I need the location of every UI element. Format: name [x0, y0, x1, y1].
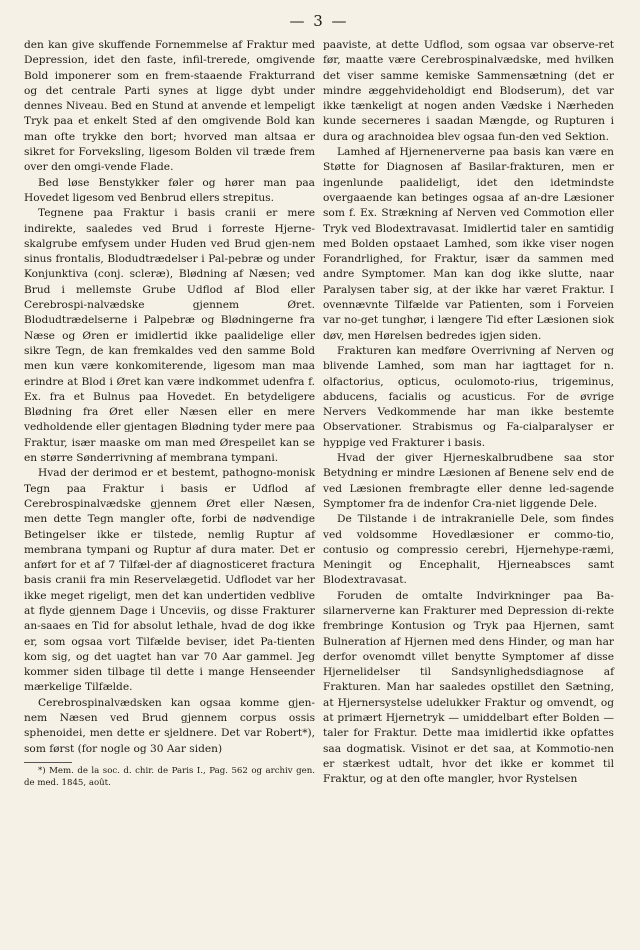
paragraph: Lamhed af Hjernenerverne paa basis kan være en Støtte for Diagnosen af Basilar-frakturen, men er ingenlunde paalideligt, idet den idetmindste overgaaende kan betinges ogsaa af an-dre Læsioner som f. Ex. Strækning af Nerven ved Commotion eller Tryk ved Blodextravasat. Imidlertid taler en samtidig med Bolden opstaaet Lamhed, som ikke viser nogen Forandrlighed, for Fraktur, især da sammen med andre Symptomer. Man kan dog ikke slutte, naar Paralysen taber sig, at der ikke har været Fraktur. I ovennævnte Tilfælde var Patienten, som i Forveien var no-get tunghør, i længere Tid efter Læsionen siok døv, men Hørelsen bedredes igjen siden. — [323, 146, 614, 342]
paragraph: den kan give skuffende Fornemmelse af Fraktur med Depression, idet den faste, infil-trerede, omgivende Bold imponerer som en frem-staaende Frakturrand og det centrale Parti synes at ligge dybt under dennes Niveau. Bed en Stund at anvende et lempeligt Tryk paa et enkelt Sted af den omgivende Bold kan man ofte trykke den bort; hvorved man altsaa er sikret for Forveksling, ligesom Bolden vil træde frem over den omgi-vende Flade. — [24, 39, 315, 174]
page-number: — 3 — — [289, 12, 349, 30]
footnote: *) Mem. de la soc. d. chir. de Paris I., Pag. 562 og archiv gen. de med. 1845, août. — [24, 765, 315, 788]
paragraph: paaviste, at dette Udflod, som ogsaa var observe-ret før, maatte være Cerebrospinalvædske, med hvilken det viser samme kemiske Sammensætning (det er mindre æggehvideholdigt end Blodserum), det var ikke tænkeligt at nogen anden Vædske i Nærheden kunde secerneres i saadan Mængde, og Rupturen i dura og arachnoidea blev ogsaa fun-den ved Sektion. — [323, 39, 614, 143]
paragraph: De Tilstande i de intrakranielle Dele, som findes ved voldsomme Hovedlæsioner er commo-tio, contusio og compressio cerebri, Hjernehype-ræmi, Meningit og Encephalit, Hjerneabsces samt Blodextravasat. — [323, 513, 614, 587]
footnote-rule — [24, 762, 72, 763]
left-column — [24, 38, 315, 789]
paragraph: Bed løse Benstykker føler og hører man paa Hovedet ligesom ved Benbrud ellers strepitus. — [24, 176, 315, 204]
paragraph: Hvad der derimod er et bestemt, pathogno-monisk Tegn paa Fraktur i basis er Udflod af Cerebrospinalvædske gjennem Øret eller Næsen, men dette Tegn mangler ofte, forbi de nødvendige Betingelser ikke er tilstede, nemlig Ruptur af membrana tympani og Ruptur af dura mater. Det er anført for et af 7 Tilfæl-der af diagnosticeret fractura basis cranii fra min Reservelægetid. Udflodet var her ikke meget rigeligt, men det kan undertiden vedblive at flyde gjennem Dage i Unceviis, og disse Frakturer an-saaes en Tid for absolut lethale, hvad de dog ikke er, som ogsaa vort Tilfælde beviser, idet Pa-tienten kom sig, og det uagtet han var 70 Aar gammel. Jeg kommer siden tilbage til dette i mange Henseender mærkelige Tilfælde. — [24, 467, 315, 694]
paragraph: Frakturen kan medføre Overrivning af Nerven og blivende Lamhed, som man har iagttaget for n. olfactorius, opticus, oculomoto-rius, trigeminus, abducens, facialis og acusticus. For de øvrige Nervers Vedkommende har man ikke bestemte Observationer. Strabismus og Fa-cialparalyser er hyppige ved Frakturer i basis. — [323, 344, 614, 449]
paragraph: Foruden de omtalte Indvirkninger paa Ba-silarnerverne kan Frakturer med Depression di-rekte frembringe Kontusion og Tryk paa Hjernen, samt Bulneration af Hjernen med dens Hinder, og man har derfor ovenomdt villet benytte Symptomer af disse Hjernelidelser til Sandsynlighedsdiagnose af Frakturen. Man har saaledes opstillet den Sætning, at Hjernersystelse udelukker Fraktur og omvendt, og at primært Hjernetryk — umiddelbart efter Bolden — taler for Fraktur. Dette maa imidlertid ikke opfattes saa dogmatisk. Visinot er det saa, at Kommotio-nen er stærkest udtalt, hvor det ikke er kommet til Fraktur, og at den ofte mangler, hvor Rystelsen — [323, 589, 614, 786]
text-columns — [24, 38, 614, 789]
paragraph: Tegnene paa Fraktur i basis cranii er mere indirekte, saaledes ved Brud i forreste Hjerne-skalgrube emfysem under Huden ved Brud gjen-nem sinus frontalis, Blodudtrædelser i Pal-pebræ og under Konjunktiva (conj. scleræ), Blødning af Næsen; ved Brud i mellemste Grube Udflod af Blod eller Cerebrospi-nalvædske gjennem Øret. Blodudtrædelserne i Palpebræ og Blødningerne fra Næse og Øren er imidlertid ikke paalidelige eller sikre Tegn, de kan fremkaldes ved den samme Bold men kun være konkomiterende, ligesom man maa erindre at Blod i Øret kan være indkommet udenfra f. Ex. fra et Bulnus paa Hovedet. En betydeligere Blødning fra Øret eller Næsen eller en mere vedholdende eller gjentagen Blødning tyder mere paa Fraktur, især maaske om man med Ørespeilet kan se en større Sønderrivning af membrana tympani. — [24, 207, 315, 465]
paragraph: Cerebrospinalvædsken kan ogsaa komme gjen-nem Næsen ved Brud gjennem corpus ossis sphenoidei, men dette er sjeldnere. Det var Robert*), som først (for nogle og 30 Aar siden) — [24, 696, 315, 755]
right-column — [323, 38, 614, 789]
paragraph: Hvad der giver Hjerneskalbrudbene saa stor Betydning er mindre Læsionen af Benene selv end de ved Læsionen frembragte eller denne led-sagende Symptomer fra de indenfor Cra-niet liggende Dele. — [323, 452, 614, 510]
